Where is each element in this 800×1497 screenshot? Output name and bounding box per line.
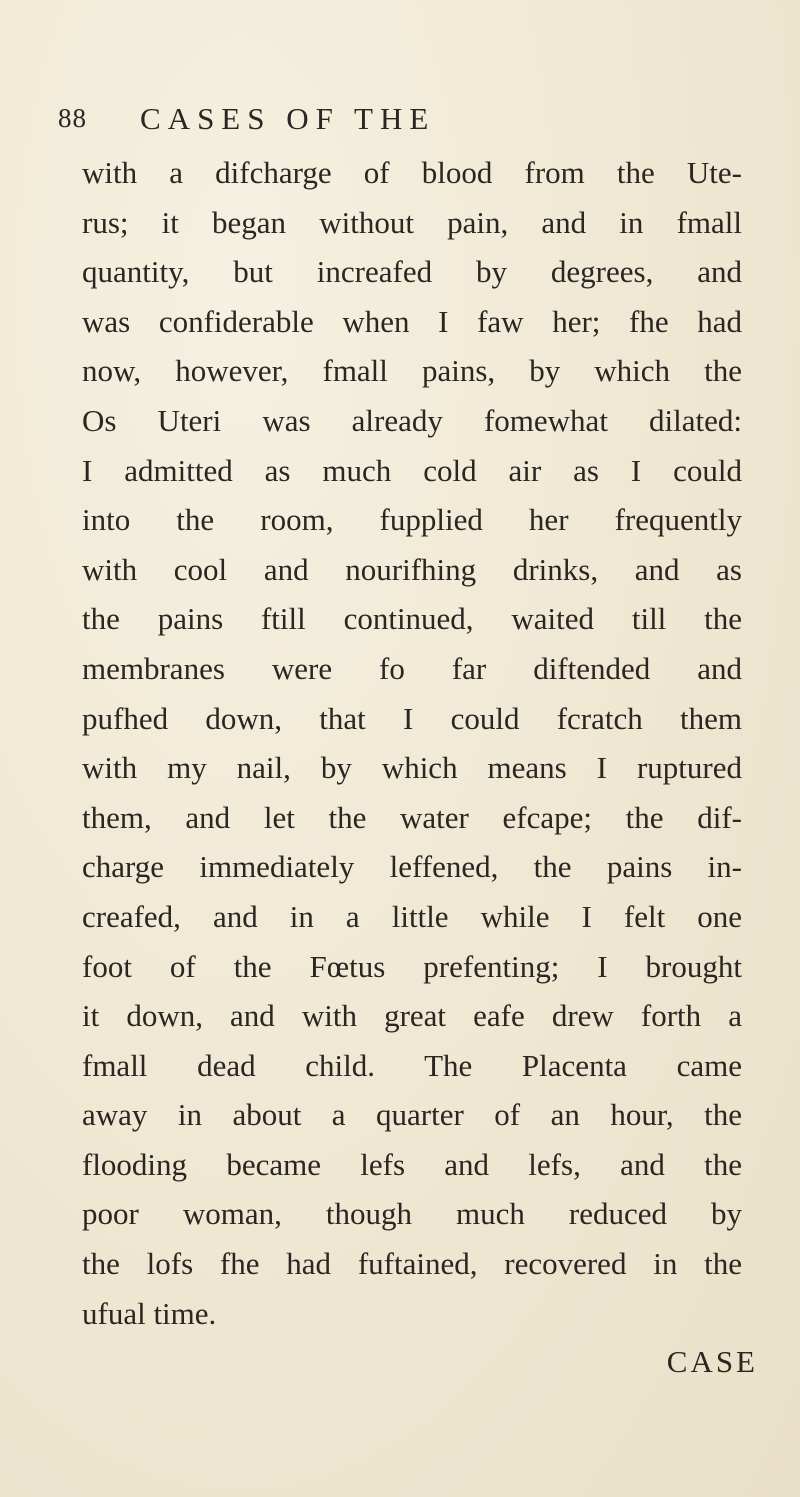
text-line-last: ufual time. [82,1295,217,1331]
body-text [82,148,742,1338]
text-line: rus; it began without pain, and in fmall [82,204,742,240]
text-line: away in about a quarter of an hour, the [82,1097,742,1133]
text-line: was confiderable when I faw her; fhe had [82,303,742,339]
text-line: creafed, and in a little while I felt one [82,898,742,934]
running-title: CASES OF THE [140,101,436,136]
page-number: 88 [58,103,87,133]
text-line: them, and let the water efcape; the dif- [82,799,742,835]
text-line: Os Uteri was already fomewhat dilated: [82,402,742,438]
text-line: fmall dead child. The Placenta came [82,1047,742,1083]
catchword: CASE [666,1344,758,1379]
text-line: foot of the Fœtus prefenting; I brought [82,948,742,984]
running-head [58,103,758,143]
text-line: the pains ftill continued, waited till the [82,601,742,637]
text-line: with a difcharge of blood from the Ute- [82,155,742,190]
text-line: the lofs fhe had fuftained, recovered in the [82,1246,742,1282]
text-line: now, however, fmall pains, by which the [82,353,742,389]
text-line: it down, and with great eafe drew forth a [82,998,742,1034]
text-line: membranes were fo far diftended and [82,650,742,686]
text-line: flooding became lefs and lefs, and the [82,1146,742,1182]
text-line: charge immediately leffened, the pains in- [82,849,742,885]
text-line: with cool and nourifhing drinks, and as [82,551,742,587]
text-line: quantity, but increafed by degrees, and [82,254,742,290]
text-line: poor woman, though much reduced by [82,1196,742,1232]
text-line: I admitted as much cold air as I could [82,452,742,488]
text-line: with my nail, by which means I ruptured [82,750,742,786]
text-line: into the room, fupplied her frequently [82,502,742,538]
text-line: pufhed down, that I could fcratch them [82,700,742,736]
